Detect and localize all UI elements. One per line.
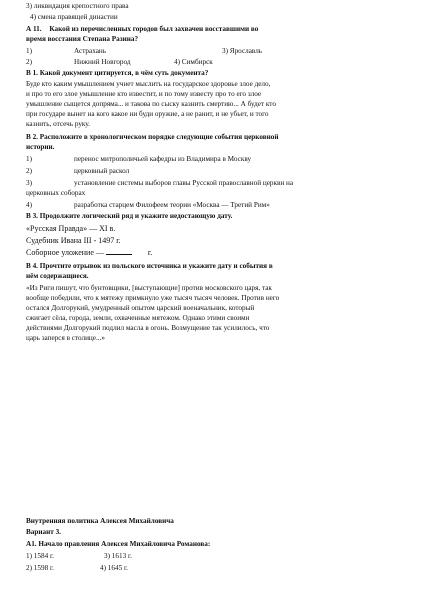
b4-source-line (26, 314, 249, 323)
source-text: действиями Долгорукий подлил масла в огонь. Возмущение так усилилось, что (26, 324, 270, 332)
b1-source-line (26, 80, 270, 89)
b1-source-line (26, 110, 269, 119)
b4-source-line (26, 304, 254, 313)
option-text: 4) смена правящей династии (30, 13, 118, 21)
source-text: при государе вынет на кого какое ни буди оружие, а не ранит, и не убьет, и того (26, 110, 269, 118)
b4-question-cont (26, 272, 89, 281)
source-text: царь заперся в столице...» (26, 334, 105, 342)
option-text: церковный раскол (74, 167, 130, 175)
option-text: церковных соборах (26, 189, 86, 197)
question-text: В 4. Прочтите отрывок из польского источника и укажите дату и события в (26, 262, 273, 270)
option-text: разработка старцем Филофеем теории «Москва — Третий Рим» (74, 201, 270, 209)
option-text: 1) 1584 г. (26, 552, 54, 560)
b1-source-line (26, 100, 276, 109)
source-text: «Из Риги пишут, что бунтовщики, [выступающие] против московского царя, так (26, 284, 272, 292)
b4-source-line (26, 334, 105, 343)
question-text: В 2. Расположите в хронологическом порядке следующие события церковной (26, 133, 279, 141)
option-number: 4) (26, 201, 32, 209)
source-text: остался Долгорукий, умудренный опытом царский военачальник, который (26, 304, 255, 312)
source-text: сжигает сёла, города, земли, охваченные мятежом. Однако этими своими (26, 314, 250, 322)
section-title-text: Внутренняя политика Алексея Михайловича (26, 517, 174, 525)
a10-option-4 (30, 13, 118, 22)
question-text: Какой из перечисленных городов был захвачен восставшими во (49, 25, 259, 33)
b4-source-line (26, 324, 269, 333)
option-number: 3) (26, 179, 32, 187)
a11-question (26, 25, 258, 34)
option-text: 4) Симбирск (174, 58, 213, 66)
option-text: установление системы выборов главы Русской православной церкви на (74, 179, 294, 187)
source-text: казнить, отсечь руку. (26, 120, 90, 128)
variant-text: Вариант 3. (26, 528, 61, 536)
option-number: 1) (26, 47, 32, 55)
series-text: г. (147, 248, 153, 257)
option-text: Астрахань (74, 47, 107, 55)
section-title (26, 517, 174, 526)
a11-question-cont (26, 35, 138, 44)
option-number: 1) (26, 155, 32, 163)
option-text: 2) 1598 г. (26, 564, 54, 572)
source-text: вообще победили, что к мятежу примкнуло уже тысяч тысяч человек. Против него (26, 294, 280, 302)
option-text: 3) 1613 г. (104, 552, 132, 560)
b1-source-line (26, 120, 90, 129)
source-text: Буде кто каким умышлением учнет мыслить на государское здоровье злое дело, (26, 80, 271, 88)
b4-source-line (26, 284, 272, 293)
question-text: нём содержащиеся. (26, 272, 89, 280)
source-text: умышление сыщется допряма... и такова по сыску казнить смертию... А будет кто (26, 100, 276, 108)
b1-question (26, 69, 208, 78)
option-number: 2) (26, 167, 32, 175)
b3-question (26, 212, 232, 221)
b4-source-line (26, 294, 279, 303)
option-number: 2) (26, 58, 32, 66)
b3-series-item (26, 236, 121, 246)
b3-series-item (26, 248, 152, 258)
question-text: истории. (26, 143, 55, 151)
b2-option-3-cont (26, 189, 85, 198)
option-text: 4) 1645 г. (100, 564, 128, 572)
question-text: А1. Начало правления Алексея Михайловича Романова: (26, 540, 211, 548)
variant-label (26, 528, 61, 537)
question-text: В 3. Продолжите логический ряд и укажите недостающую дату. (26, 212, 233, 220)
a1-question (26, 540, 210, 549)
question-text: время восстания Степана Разина? (26, 35, 139, 43)
option-text: перенос митрополичьей кафедры из Владимира в Москву (74, 155, 252, 163)
question-number: А 11. (26, 25, 42, 33)
b3-series-item (26, 224, 115, 234)
series-text: «Русская Правда» — XI в. (26, 224, 116, 233)
b4-question (26, 262, 273, 271)
option-text: 3) Ярославль (222, 47, 263, 55)
question-text: В 1. Какой документ цитируется, в чём суть документа? (26, 69, 209, 77)
b2-question (26, 133, 279, 142)
option-text: 3) ликвидация крепостного права (26, 2, 129, 10)
answer-blank (106, 248, 132, 255)
series-text: Соборное уложение — (26, 248, 104, 257)
series-text: Судебник Ивана III - 1497 г. (26, 236, 121, 245)
option-text: Нижний Новгород (74, 58, 131, 66)
a10-option-3 (26, 2, 129, 11)
b2-question-cont (26, 143, 54, 152)
source-text: и про то его злое умышление кто известит, и по тому известу про то его злое (26, 90, 262, 98)
b1-source-line (26, 90, 261, 99)
